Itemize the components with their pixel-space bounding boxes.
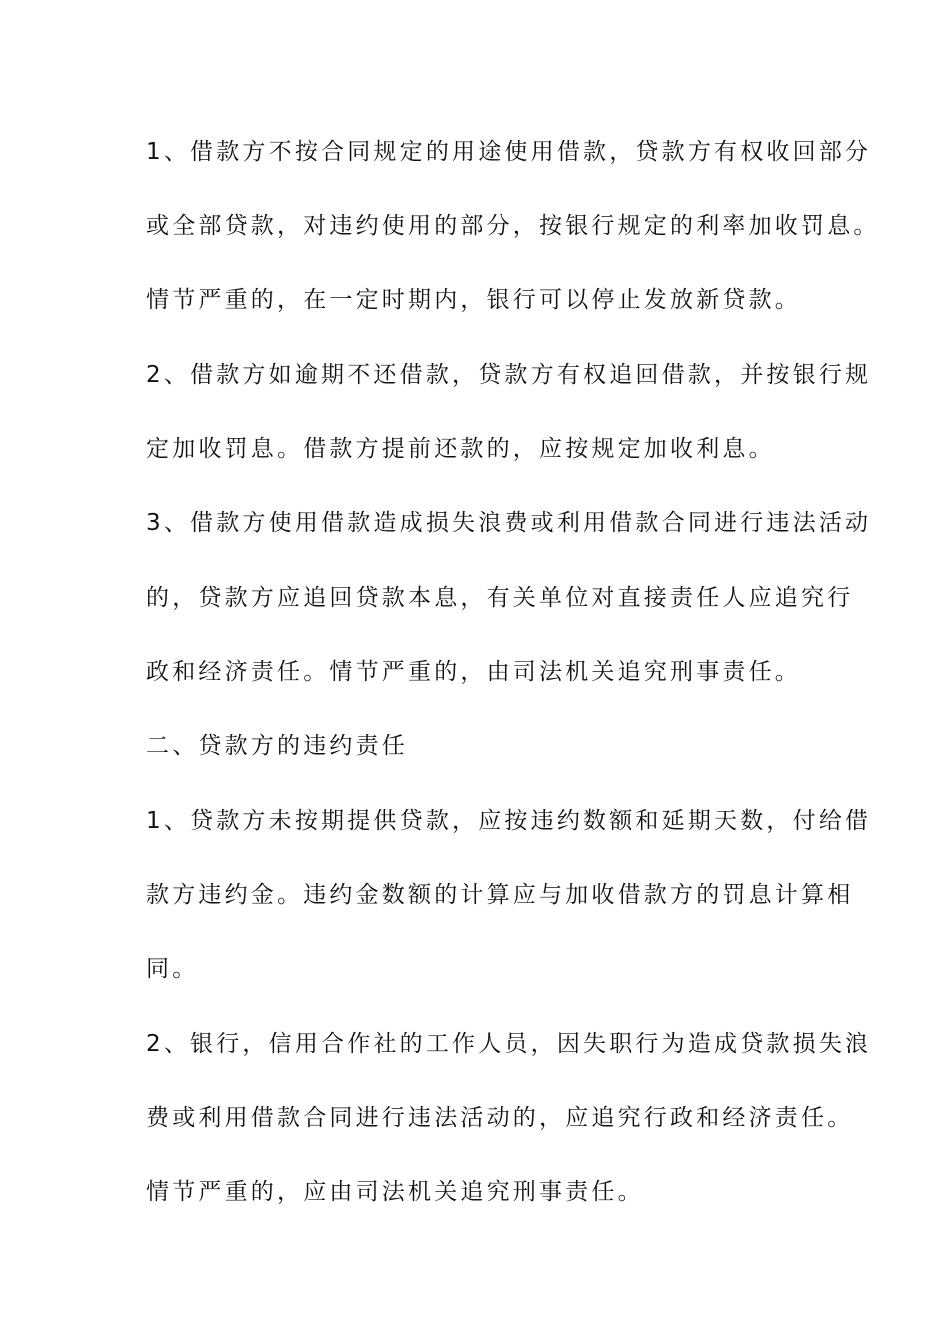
borrower-clause-2-line-1: 2、借款方如逾期不还借款，贷款方有权追回借款，并按银行规 (146, 362, 872, 388)
lender-clause-2-line-1: 2、银行，信用合作社的工作人员，因失职行为造成贷款损失浪 (146, 1031, 872, 1057)
borrower-clause-1-line-2: 或全部贷款，对违约使用的部分，按银行规定的利率加收罚息。 (146, 213, 880, 239)
lender-clause-2-line-3: 情节严重的，应由司法机关追究刑事责任。 (146, 1179, 644, 1205)
borrower-clause-3-line-2: 的，贷款方应追回贷款本息，有关单位对直接责任人应追究行 (146, 585, 854, 611)
lender-clause-2-line-2: 费或利用借款合同进行违法活动的，应追究行政和经济责任。 (146, 1105, 854, 1131)
section-heading-lender-liability: 二、贷款方的违约责任 (146, 733, 408, 759)
borrower-clause-1-line-3: 情节严重的，在一定时期内，银行可以停止发放新贷款。 (146, 287, 801, 313)
lender-clause-1-line-3: 同。 (146, 956, 199, 982)
lender-clause-1-line-2: 款方违约金。违约金数额的计算应与加收借款方的罚息计算相 (146, 882, 854, 908)
borrower-clause-2-line-2: 定加收罚息。借款方提前还款的，应按规定加收利息。 (146, 436, 775, 462)
lender-clause-1-line-1: 1、贷款方未按期提供贷款，应按违约数额和延期天数，付给借 (146, 808, 872, 834)
borrower-clause-3-line-1: 3、借款方使用借款造成损失浪费或利用借款合同进行违法活动 (146, 510, 872, 536)
borrower-clause-3-line-3: 政和经济责任。情节严重的，由司法机关追究刑事责任。 (146, 659, 801, 685)
borrower-clause-1-line-1: 1、借款方不按合同规定的用途使用借款，贷款方有权收回部分 (146, 139, 872, 165)
